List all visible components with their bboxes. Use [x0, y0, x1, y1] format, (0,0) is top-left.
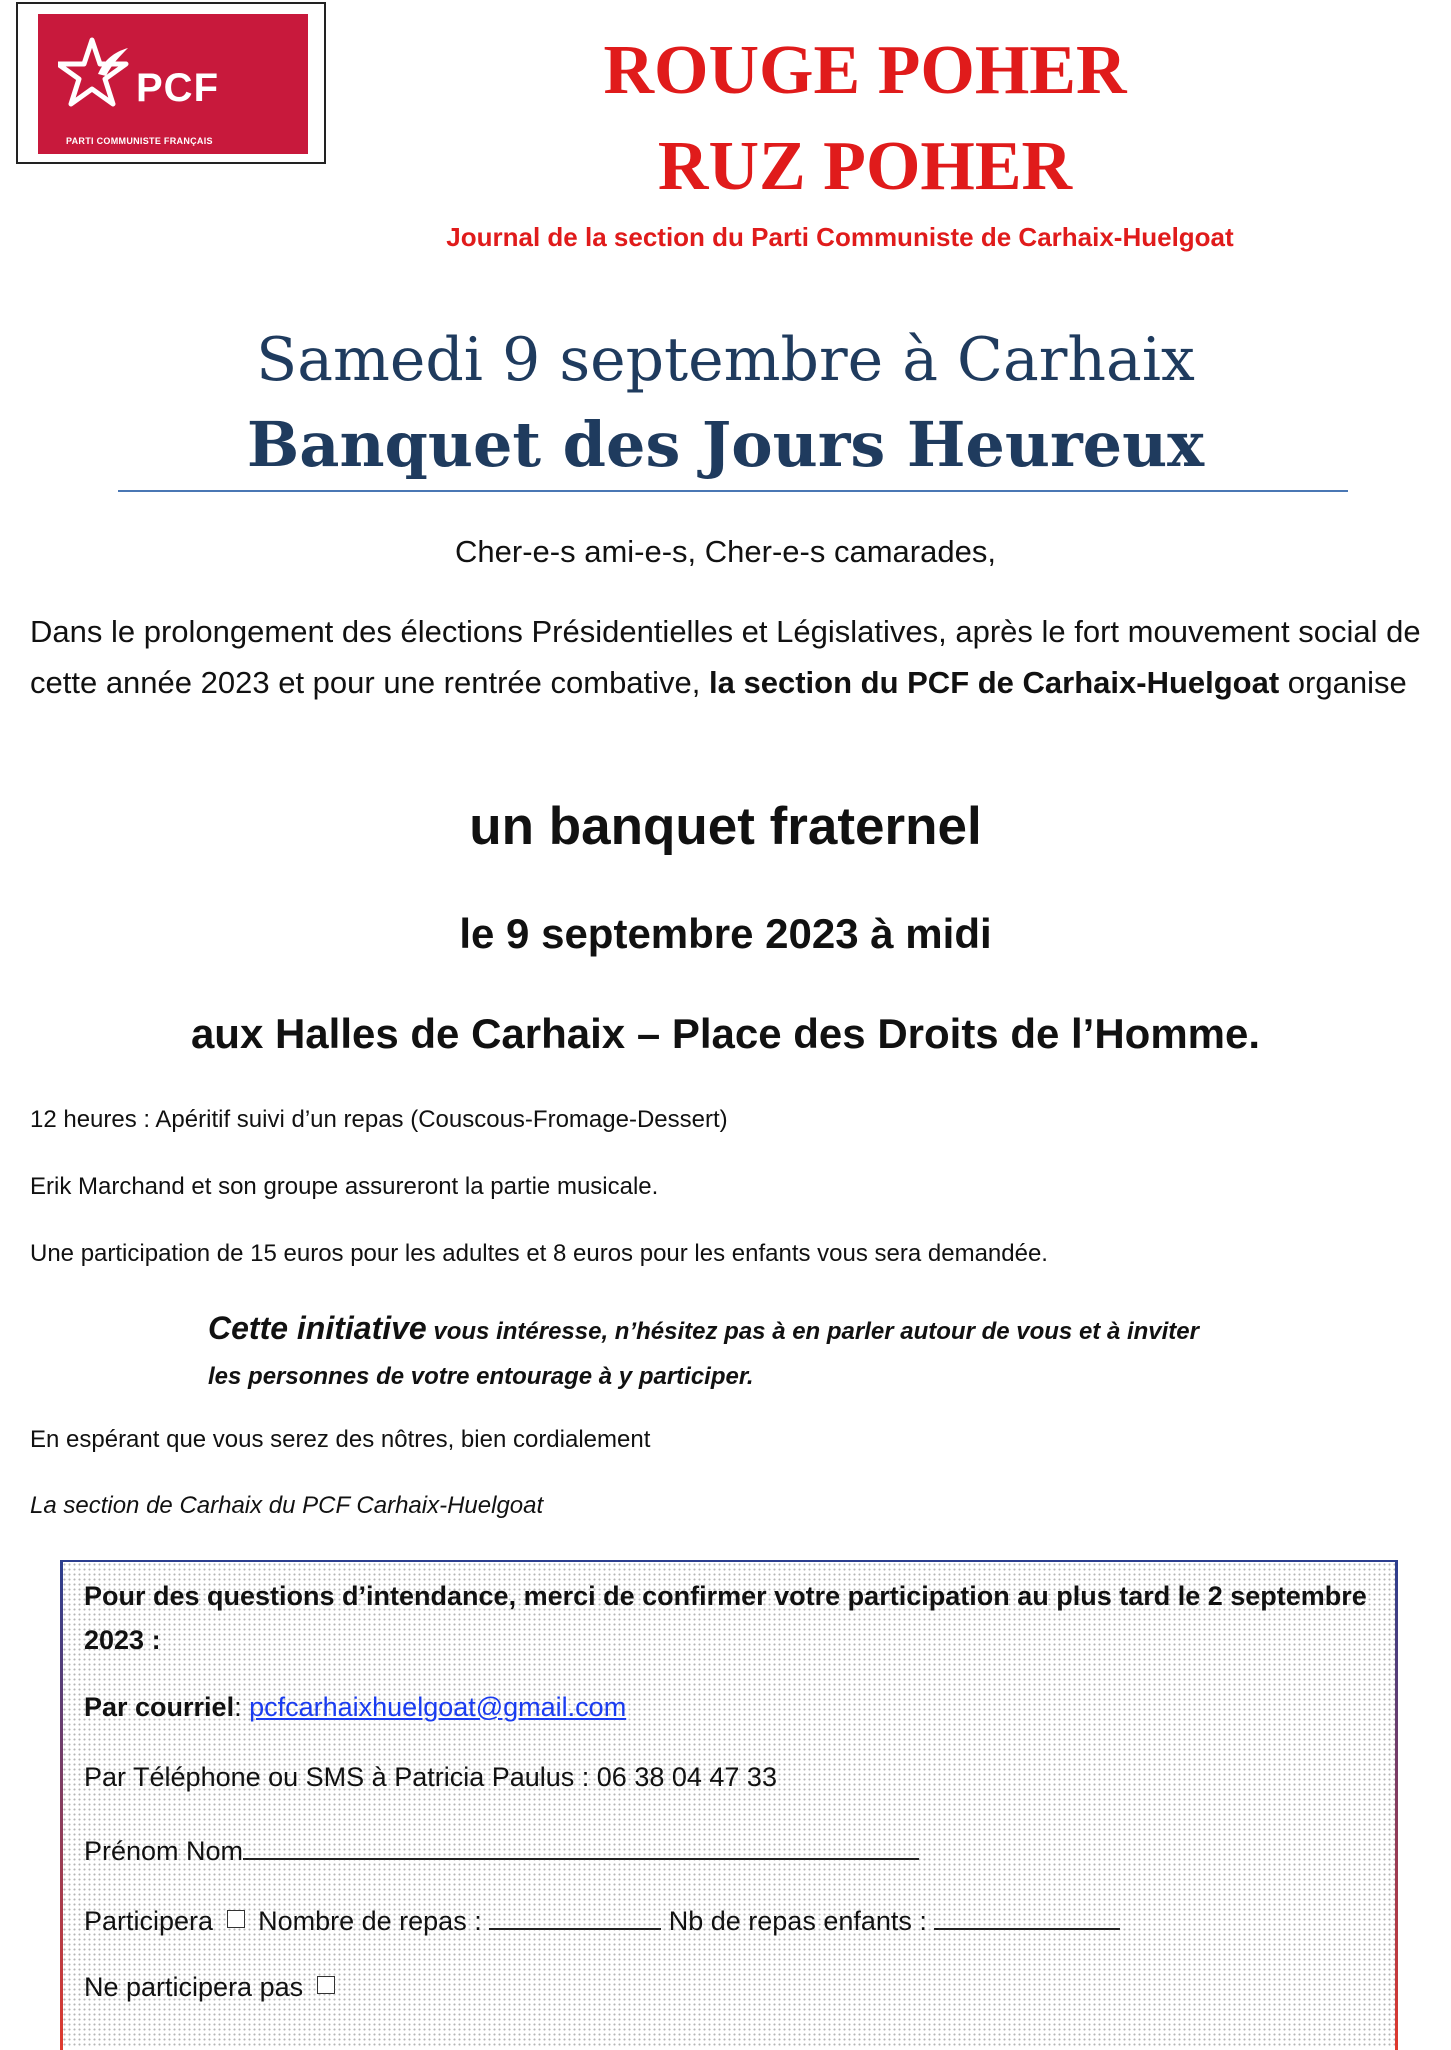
closing-line: En espérant que vous serez des nôtres, bien cordialement: [30, 1426, 651, 1453]
name-label: Prénom Nom: [84, 1836, 244, 1866]
email-label: Par courriel: [84, 1692, 235, 1722]
intro-end: organise: [1279, 665, 1407, 700]
intro-text: Dans le prolongement des élections Présidentielles et Législatives, après le fort mouvement social de cette année 2023 et pour une rentrée combative,: [30, 614, 1421, 700]
event-location: aux Halles de Carhaix – Place des Droits de l’Homme.: [190, 1010, 1261, 1057]
rsvp-heading: Pour des questions d’intendance, merci de confirmer votre participation au plus tard le 2 septembre 2023 :: [84, 1581, 1367, 1655]
rsvp-box: [60, 1560, 1398, 2048]
decline-label: Ne participera pas: [84, 1972, 304, 2002]
event-title: Banquet des Jours Heureux: [246, 408, 1205, 481]
decline-checkbox[interactable]: [317, 1976, 335, 1994]
phone-line: Par Téléphone ou SMS à Patricia Paulus : 06 38 04 47 33: [84, 1762, 777, 1792]
masthead-subtitle: RUZ POHER: [657, 128, 1073, 205]
call-to-action: [208, 1306, 1208, 1399]
star-icon: [58, 34, 138, 114]
logo-subtitle: PARTI COMMUNISTE FRANÇAIS: [66, 136, 213, 146]
call-to-action-lead: Cette initiative: [208, 1310, 427, 1346]
pcf-logo: [16, 2, 326, 164]
journal-tagline: Journal de la section du Parti Communiste de Carhaix-Huelgoat: [446, 222, 1234, 252]
rsvp-name-row: [84, 1832, 919, 1867]
rsvp-email-row: [84, 1692, 626, 1723]
attend-label: Participera: [84, 1906, 214, 1936]
banquet-headline: un banquet fraternel: [469, 797, 982, 856]
event-datetime: le 9 septembre 2023 à midi: [459, 910, 992, 957]
logo-letters: PCF: [136, 66, 219, 110]
greeting: Cher-e-s ami-e-s, Cher-e-s camarades,: [455, 534, 996, 569]
price-line: Une participation de 15 euros pour les adultes et 8 euros pour les enfants vous sera demandée.: [30, 1240, 1048, 1267]
email-separator: :: [234, 1692, 250, 1722]
meals-count-field[interactable]: [489, 1902, 661, 1930]
meals-label: Nombre de repas :: [258, 1906, 482, 1936]
rsvp-decline-row: [84, 1972, 341, 2003]
music-line: Erik Marchand et son groupe assureront la partie musicale.: [30, 1173, 659, 1200]
kids-meals-label: Nb de repas enfants :: [668, 1906, 927, 1936]
rsvp-attend-row: [84, 1902, 1120, 1937]
kids-meals-count-field[interactable]: [934, 1902, 1120, 1930]
title-divider: [118, 490, 1348, 492]
intro-organizer: la section du PCF de Carhaix-Huelgoat: [709, 665, 1280, 700]
masthead-title: ROUGE POHER: [603, 32, 1127, 109]
program-line: 12 heures : Apéritif suivi d’un repas (Couscous-Fromage-Dessert): [30, 1106, 728, 1133]
email-link[interactable]: pcfcarhaixhuelgoat@gmail.com: [249, 1692, 627, 1722]
signature: La section de Carhaix du PCF Carhaix-Huelgoat: [30, 1492, 544, 1519]
call-to-action-text: vous intéresse, n’hésitez pas à en parler autour de vous et à inviter les personnes de votre entourage à y participer.: [208, 1318, 1199, 1390]
logo-background: [38, 14, 308, 154]
event-date-heading: Samedi 9 septembre à Carhaix: [256, 325, 1195, 395]
attend-checkbox[interactable]: [227, 1910, 245, 1928]
intro-paragraph: [30, 606, 1430, 708]
name-field[interactable]: [243, 1832, 919, 1860]
